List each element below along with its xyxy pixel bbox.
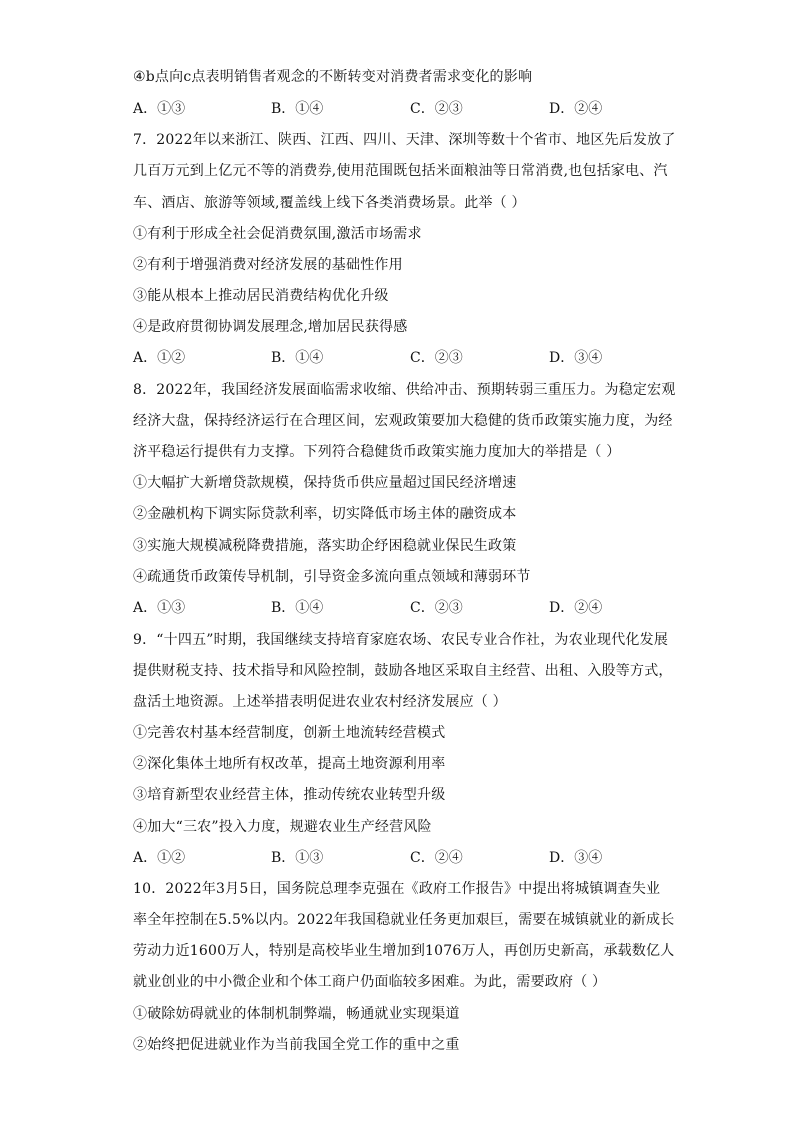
- q6-option-c[interactable]: C．②③: [410, 101, 463, 117]
- q7-item-4: ④是政府贯彻协调发展理念,增加居民获得感: [133, 319, 408, 335]
- q9-option-a[interactable]: A．①②: [133, 850, 186, 866]
- q6-option-d[interactable]: D．②④: [549, 101, 603, 117]
- q8-option-d[interactable]: D．②④: [549, 600, 603, 616]
- q9-options: [133, 847, 693, 867]
- q8-item-3: ③实施大规模减税降费措施，落实助企纾困稳就业保民生政策: [133, 538, 517, 554]
- q9-item-4: ④加大“三农”投入力度，规避农业生产经营风险: [133, 819, 432, 835]
- q9-item-2: ②深化集体土地所有权改革，提高土地资源利用率: [133, 756, 446, 772]
- q7-stem-line-1: 7．2022年以来浙江、陕西、江西、四川、天津、深圳等数十个省市、地区先后发放了: [133, 132, 676, 148]
- q7-item-1: ①有利于形成全社会促消费氛围,激活市场需求: [133, 226, 422, 242]
- q8-item-2: ②金融机构下调实际贷款利率，切实降低市场主体的融资成本: [133, 506, 517, 522]
- q8-option-b[interactable]: B．①④: [271, 600, 324, 616]
- q7-stem-line-3: 车、酒店、旅游等领域,覆盖线上线下各类消费场景。此举（ ）: [133, 195, 526, 211]
- q10-stem-line-4: 就业创业的中小微企业和个体工商户仍面临较多困难。为此，需要政府（ ）: [133, 974, 607, 990]
- q9-stem-line-3: 盘活土地资源。上述举措表明促进农业农村经济发展应（ ）: [133, 694, 507, 710]
- q7-option-d[interactable]: D．③④: [549, 350, 603, 366]
- q9-option-d[interactable]: D．③④: [549, 850, 603, 866]
- q10-item-1: ①破除妨碍就业的体制机制弊端，畅通就业实现渠道: [133, 1006, 460, 1022]
- q6-options: [133, 98, 693, 118]
- q8-stem-line-3: 济平稳运行提供有力支撑。下列符合稳健货币政策实施力度加大的举措是（ ）: [133, 444, 621, 460]
- q7-item-2: ②有利于增强消费对经济发展的基础性作用: [133, 257, 403, 273]
- q8-stem-line-2: 经济大盘，保持经济运行在合理区间，宏观政策要加大稳健的货币政策实施力度，为经: [133, 413, 673, 429]
- q9-item-3: ③培育新型农业经营主体，推动传统农业转型升级: [133, 787, 446, 803]
- q9-stem-line-1: 9．“十四五”时期，我国继续支持培育家庭农场、农民专业合作社，为农业现代化发展: [133, 632, 669, 648]
- q10-stem-line-2: 率全年控制在5.5%以内。2022年我国稳就业任务更加艰巨，需要在城镇就业的新成长: [133, 912, 675, 928]
- q8-item-1: ①大幅扩大新增贷款规模，保持货币供应量超过国民经济增速: [133, 475, 517, 491]
- q10-item-2: ②始终把促进就业作为当前我国全党工作的重中之重: [133, 1037, 460, 1053]
- q6-option-a[interactable]: A．①③: [133, 101, 186, 117]
- q9-stem-line-2: 提供财税支持、技术指导和风险控制，鼓励各地区采取自主经营、出租、入股等方式，: [133, 663, 673, 679]
- q10-stem-line-3: 劳动力近1600万人，特别是高校毕业生增加到1076万人，再创历史新高，承载数亿人: [133, 943, 675, 959]
- q10-stem-line-1: 10．2022年3月5日，国务院总理李克强在《政府工作报告》中提出将城镇调查失业: [133, 881, 661, 897]
- q7-option-b[interactable]: B．①④: [271, 350, 324, 366]
- q9-option-b[interactable]: B．①③: [271, 850, 324, 866]
- q8-option-c[interactable]: C．②③: [410, 600, 463, 616]
- q9-item-1: ①完善农村基本经营制度，创新土地流转经营模式: [133, 725, 446, 741]
- q6-option-b[interactable]: B．①④: [271, 101, 324, 117]
- q7-option-c[interactable]: C．②③: [410, 350, 463, 366]
- q7-option-a[interactable]: A．①②: [133, 350, 186, 366]
- q8-option-a[interactable]: A．①③: [133, 600, 186, 616]
- q7-item-3: ③能从根本上推动居民消费结构优化升级: [133, 288, 389, 304]
- q8-stem-line-1: 8．2022年，我国经济发展面临需求收缩、供给冲击、预期转弱三重压力。为稳定宏观: [133, 382, 676, 398]
- q7-stem-line-2: 几百万元到上亿元不等的消费券,使用范围既包括米面粮油等日常消费,也包括家电、汽: [133, 163, 668, 179]
- q8-item-4: ④疏通货币政策传导机制，引导资金多流向重点领域和薄弱环节: [133, 569, 531, 585]
- q9-option-c[interactable]: C．②④: [410, 850, 463, 866]
- q8-options: [133, 597, 693, 617]
- q6-item-4: ④b点向c点表明销售者观念的不断转变对消费者需求变化的影响: [133, 69, 533, 85]
- q7-options: [133, 347, 693, 367]
